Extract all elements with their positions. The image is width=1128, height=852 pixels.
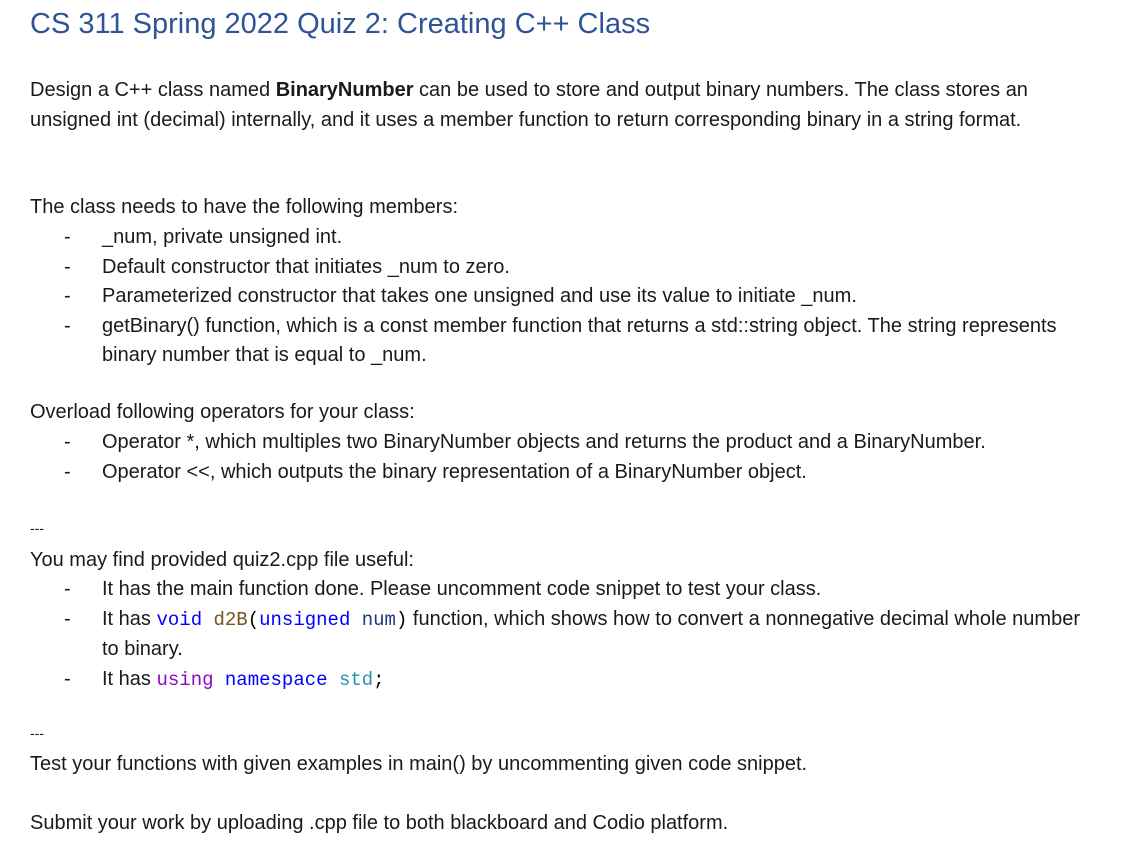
- member-item-text: _num, private unsigned int.: [102, 226, 343, 248]
- code-paren-close: ): [395, 608, 408, 631]
- code-namespace-std: std: [338, 668, 374, 691]
- provided-heading: You may find provided quiz2.cpp file useful:: [30, 549, 414, 571]
- provided-item-prefix: It has: [102, 667, 157, 690]
- dash-bullet: -: [64, 607, 71, 630]
- list-item: [30, 575, 1115, 605]
- class-name-bold: BinaryNumber: [275, 79, 414, 101]
- members-list: [30, 223, 1115, 371]
- list-item: [30, 282, 1115, 312]
- page-title: CS 311 Spring 2022 Quiz 2: Creating C++ Class: [30, 8, 651, 40]
- code-semicolon: ;: [373, 668, 385, 691]
- dash-bullet: -: [64, 314, 71, 337]
- d2b-code-snippet: [156, 609, 407, 631]
- operators-list: [30, 428, 1115, 487]
- namespace-code-snippet: [156, 669, 384, 691]
- dash-bullet: -: [64, 255, 71, 278]
- member-item-text: Default constructor that initiates _num to zero.: [102, 255, 510, 278]
- list-item: [30, 312, 1115, 371]
- intro-paragraph: [30, 76, 1110, 135]
- separator-line: ---: [30, 725, 44, 741]
- dash-bullet: -: [64, 285, 71, 307]
- submit-instructions: Submit your work by uploading .cpp file to both blackboard and Codio platform.: [30, 812, 729, 834]
- list-item: [30, 665, 1115, 696]
- dash-bullet: -: [64, 667, 71, 690]
- code-keyword-using: using: [156, 668, 214, 691]
- list-item: [30, 458, 1115, 488]
- intro-text-before: Design a C++ class named: [30, 79, 276, 101]
- list-item: [30, 223, 1115, 253]
- test-instructions: Test your functions with given examples in main() by uncommenting given code snippet.: [30, 753, 808, 775]
- code-keyword-void: void: [156, 608, 203, 631]
- provided-item-prefix: It has: [102, 607, 157, 630]
- code-paren-open: (: [247, 608, 260, 631]
- member-item-text: getBinary() function, which is a const member function that returns a std::string object. The string represents binary number that is equal to _num.: [102, 314, 1057, 366]
- provided-item-suffix: function, which shows how to convert a nonnegative decimal whole number to binary.: [102, 607, 1080, 660]
- intro-text-after: can be used to store and output binary numbers. The class stores an unsigned int (decimal) internally, and it uses a member function to return corresponding binary in a string format.: [30, 79, 1028, 131]
- dash-bullet: -: [64, 226, 71, 248]
- list-item: [30, 605, 1115, 665]
- dash-bullet: -: [64, 578, 71, 600]
- member-item-text: Parameterized constructor that takes one unsigned and use its value to initiate _num.: [102, 285, 857, 307]
- provided-item-text: It has the main function done. Please uncomment code snippet to test your class.: [102, 578, 822, 600]
- dash-bullet: -: [64, 460, 71, 483]
- code-param-name: num: [361, 608, 396, 631]
- dash-bullet: -: [64, 431, 71, 453]
- operator-item-text: Operator <<, which outputs the binary representation of a BinaryNumber object.: [102, 460, 807, 483]
- code-function-name: d2B: [213, 608, 248, 631]
- provided-list: [30, 575, 1115, 695]
- code-keyword-namespace: namespace: [224, 668, 328, 691]
- list-item: [30, 428, 1115, 458]
- code-keyword-unsigned: unsigned: [259, 608, 351, 631]
- members-heading: The class needs to have the following members:: [30, 196, 458, 218]
- operator-item-text: Operator *, which multiples two BinaryNumber objects and returns the product and a BinaryNumber.: [102, 431, 986, 453]
- operators-heading: Overload following operators for your class:: [30, 401, 415, 423]
- list-item: [30, 253, 1115, 283]
- separator-line: ---: [30, 520, 44, 536]
